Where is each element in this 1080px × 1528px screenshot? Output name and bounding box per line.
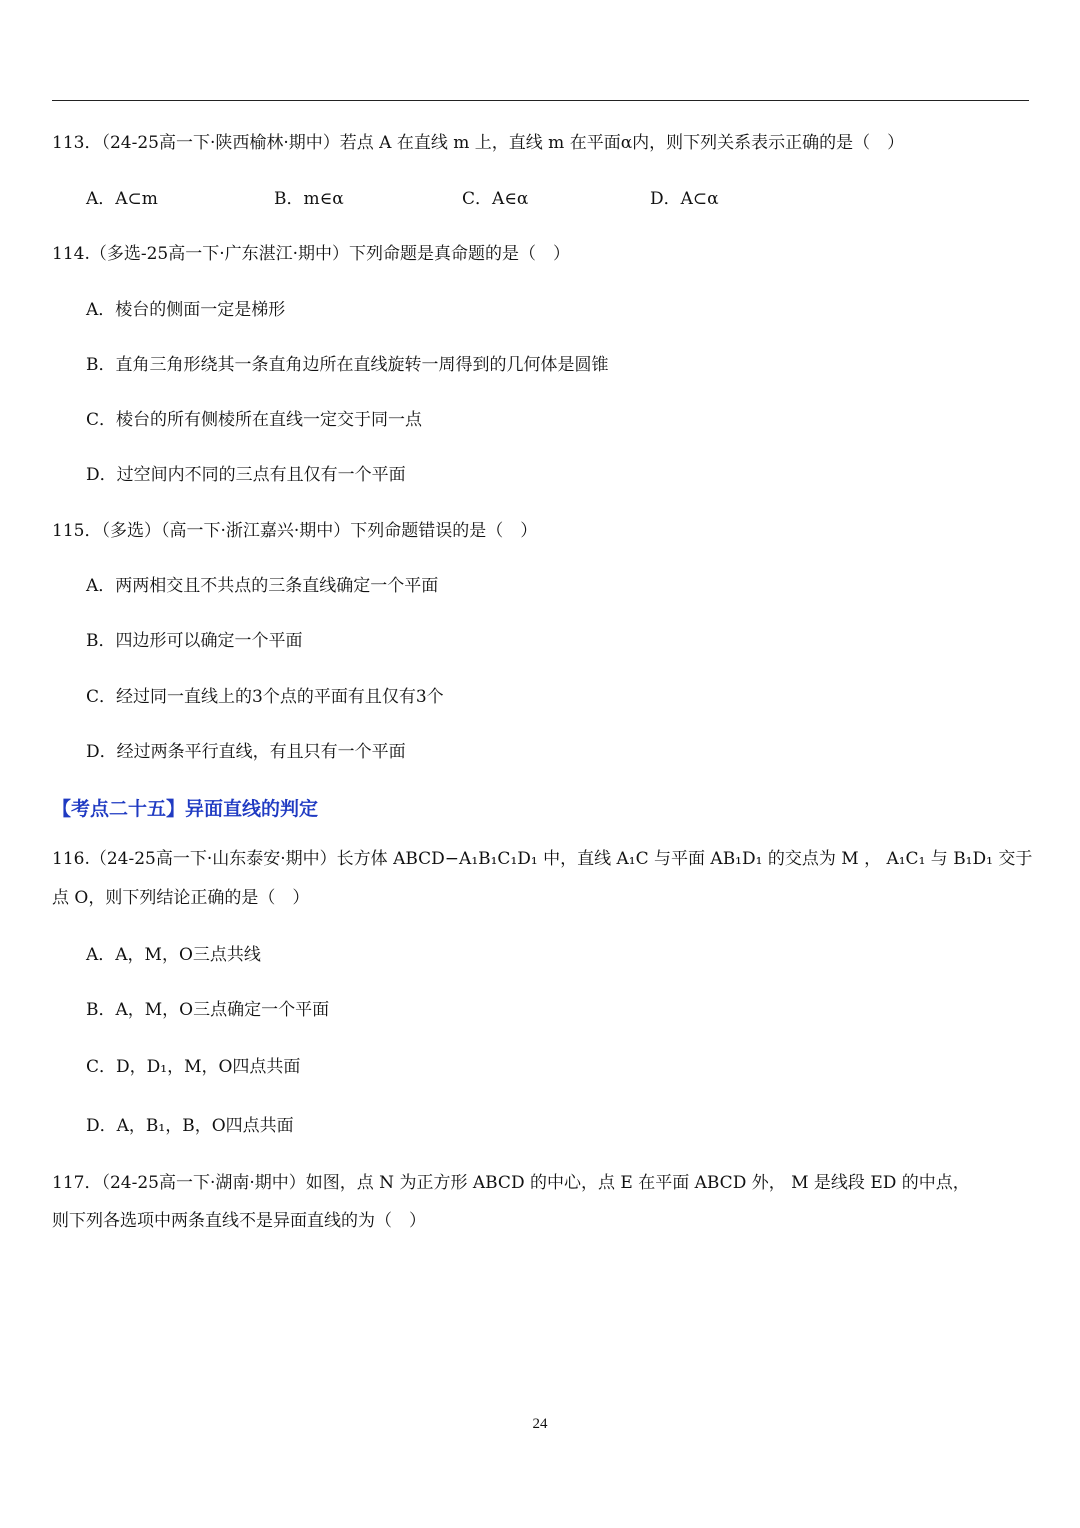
page-number: 24 (532, 1416, 548, 1432)
question-116-stem-line2: 点 O，则下列结论正确的是（ ） (52, 888, 310, 908)
question-114-stem: 114.（多选-25高一下·广东湛江·期中）下列命题是真命题的是（ ） (52, 244, 571, 264)
option-b: B．四边形可以确定一个平面 (86, 631, 303, 651)
option-b: B．m∈α (274, 189, 344, 209)
option-a: A．两两相交且不共点的三条直线确定一个平面 (86, 576, 439, 596)
question-115-stem: 115．（多选）（高一下·浙江嘉兴·期中）下列命题错误的是（ ） (52, 521, 538, 541)
option-a: A．棱台的侧面一定是梯形 (86, 300, 286, 320)
option-c: C．D，D₁，M，O四点共面 (86, 1057, 301, 1077)
option-b: B．A，M，O三点确定一个平面 (86, 1000, 330, 1020)
option-d: D．经过两条平行直线，有且只有一个平面 (86, 742, 406, 762)
option-a: A．A⊂m (86, 189, 158, 209)
header-rule (52, 100, 1029, 101)
option-d: D．A⊂α (650, 189, 719, 209)
option-c: C．A∈α (462, 189, 529, 209)
option-d: D．A，B₁，B，O四点共面 (86, 1116, 294, 1136)
section-heading: 【考点二十五】异面直线的判定 (52, 798, 319, 820)
option-b: B．直角三角形绕其一条直角边所在直线旋转一周得到的几何体是圆锥 (86, 355, 609, 375)
option-a: A．A，M，O三点共线 (86, 945, 261, 965)
option-c: C．经过同一直线上的3个点的平面有且仅有3个 (86, 687, 444, 707)
question-113-options (86, 187, 838, 211)
question-117-stem-line2: 则下列各选项中两条直线不是异面直线的为（ ） (52, 1211, 426, 1231)
question-117-stem-line1: 117．（24-25高一下·湖南·期中）如图，点 N 为正方形 ABCD 的中心，点 E 在平面 ABCD 外， M 是线段 ED 的中点， (52, 1173, 970, 1193)
option-c: C．棱台的所有侧棱所在直线一定交于同一点 (86, 410, 423, 430)
question-113-stem: 113．（24-25高一下·陕西榆林·期中）若点 A 在直线 m 上，直线 m 在平面α内，则下列关系表示正确的是（ ） (52, 133, 905, 153)
question-116-stem-line1: 116.（24-25高一下·山东泰安·期中）长方体 ABCD−A₁B₁C₁D₁ 中，直线 A₁C 与平面 AB₁D₁ 的交点为 M ， A₁C₁ 与 B₁D₁ 交于 (52, 849, 1033, 869)
option-d: D．过空间内不同的三点有且仅有一个平面 (86, 465, 406, 485)
